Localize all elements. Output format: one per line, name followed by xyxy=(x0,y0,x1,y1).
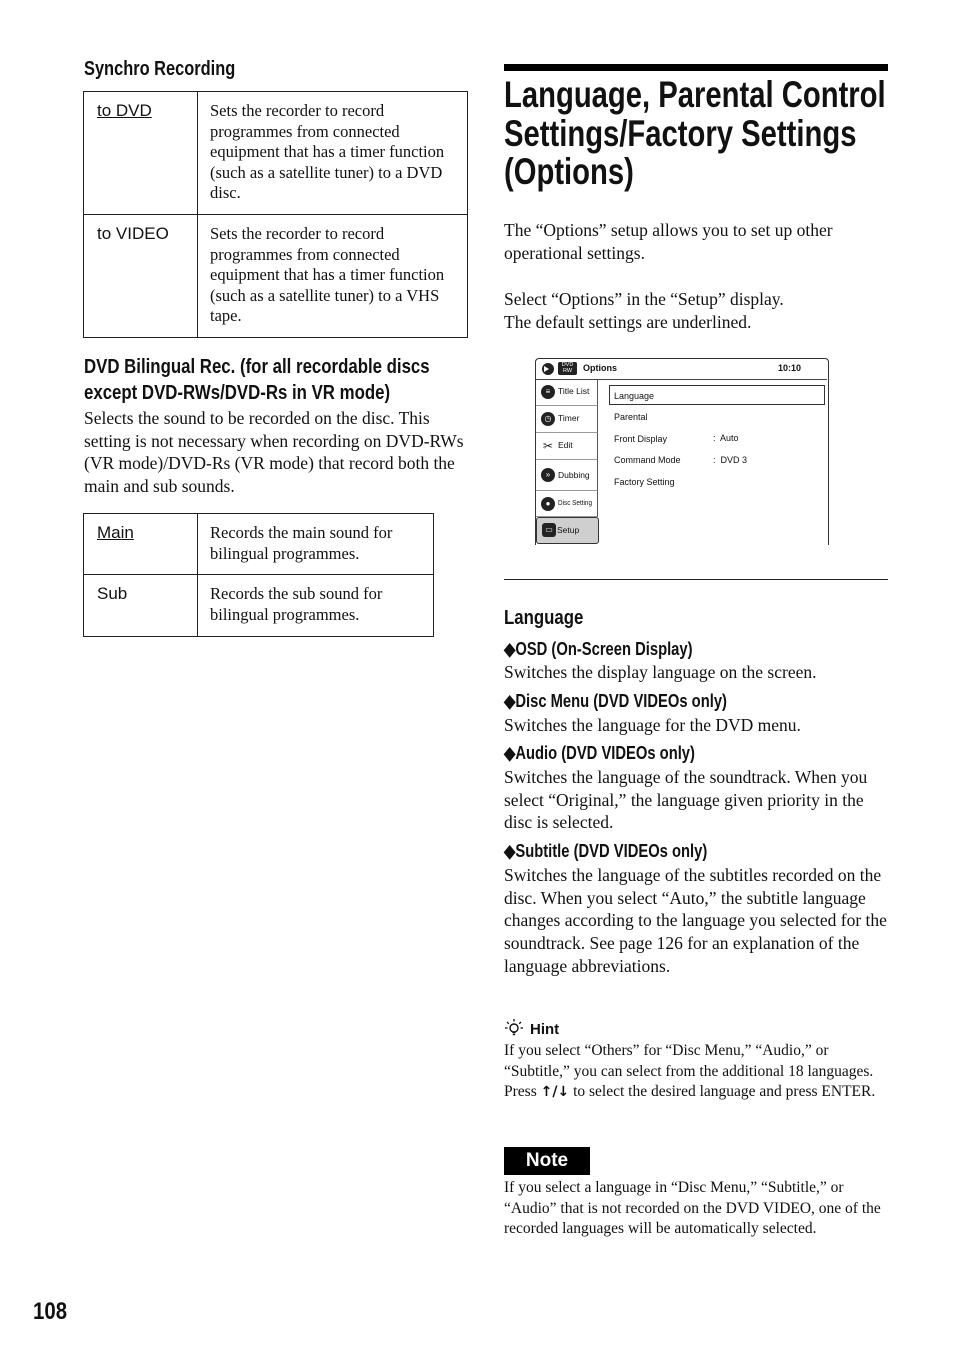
screen-sidebar xyxy=(536,379,598,544)
item-heading-osd: ◆OSD (On-Screen Display) xyxy=(504,639,693,659)
title-line1: Language, Parental Control xyxy=(504,74,886,115)
item-body-subtitle: Switches the language of the subtitles recorded on the disc. When you select “Auto,” the subtitle language changes according to the language you selected for the soundtrack. See page 126 for an explanation of the language abbreviations. xyxy=(504,865,887,976)
bilingual-heading xyxy=(84,354,430,406)
title-rule xyxy=(504,64,888,71)
hint-text xyxy=(504,1041,890,1103)
command-mode-value: : DVD 3 xyxy=(713,455,748,465)
bilingual-body: Selects the sound to be recorded on the disc. This setting is not necessary when recording on DVD-RWs (VR mode)/DVD-Rs (VR mode) that record both the main and sub sounds. xyxy=(84,408,464,497)
synchro-heading: Synchro Recording xyxy=(84,58,236,80)
lightbulb-icon xyxy=(504,1018,524,1038)
instruction-2: The default settings are underlined. xyxy=(504,312,752,332)
menu-item-factory-setting[interactable]: Factory Setting xyxy=(614,477,675,487)
screen-title: Options xyxy=(583,363,617,373)
sidebar-label: Title List xyxy=(558,386,590,396)
bilingual-table xyxy=(83,513,434,637)
bilingual-heading-line2: except DVD-RWs/DVD-Rs in VR mode) xyxy=(84,381,391,404)
title-line2: Settings/Factory Settings xyxy=(504,112,857,154)
up-down-arrows-icon: ↑/↓ xyxy=(540,1084,570,1100)
section-rule xyxy=(504,579,888,580)
sidebar-label: Edit xyxy=(558,440,573,450)
note-label: Note xyxy=(504,1147,590,1175)
item-body-audio: Switches the language of the soundtrack. When you select “Original,” the language given priority in the disc is selected. xyxy=(504,767,868,833)
hint-label: Hint xyxy=(530,1021,560,1038)
note-text: If you select a language in “Disc Menu,” “Subtitle,” or “Audio” that is not recorded on the DVD VIDEO, one of the recorded languages will be automatically selected. xyxy=(504,1179,881,1237)
desc-to-video: Sets the recorder to record programmes from connected equipment that has a timer function (such as a satellite tuner) to a VHS tape. xyxy=(198,214,468,337)
front-display-value: : Auto xyxy=(713,433,739,443)
hint-text-post: to select the desired language and press ENTER. xyxy=(569,1083,876,1100)
menu-item-front-display[interactable]: Front Display xyxy=(614,434,668,444)
desc-sub: Records the sub sound for bilingual programmes. xyxy=(198,575,434,637)
toolbox-icon: ▭ xyxy=(542,523,556,537)
dubbing-icon: » xyxy=(541,468,555,482)
instruction-1: Select “Options” in the “Setup” display. xyxy=(504,289,784,309)
menu-item-language[interactable]: Language xyxy=(614,391,655,401)
bilingual-heading-line1: DVD Bilingual Rec. (for all recordable discs xyxy=(84,355,430,378)
term-to-video: to VIDEO xyxy=(97,223,169,243)
sidebar-label: Setup xyxy=(557,525,580,535)
intro-text: The “Options” setup allows you to set up other operational settings. xyxy=(504,220,833,263)
synchro-table xyxy=(83,91,468,338)
menu-item-parental[interactable]: Parental xyxy=(614,412,648,422)
dvd-rw-badge: DVD RW xyxy=(558,362,577,375)
item-heading-audio: ◆Audio (DVD VIDEOs only) xyxy=(504,743,695,763)
item-body-osd: Switches the display language on the screen. xyxy=(504,662,817,682)
screen-clock: 10:10 xyxy=(777,363,801,373)
sidebar-label: Disc Setting xyxy=(558,498,593,507)
play-icon xyxy=(544,366,549,372)
front-display-value-text: Auto xyxy=(720,433,739,443)
table-row xyxy=(84,92,468,215)
sidebar-item-title-list[interactable] xyxy=(536,379,598,406)
hint-text-pre: If you select “Others” for “Disc Menu,” “Audio,” or “Subtitle,” you can select from the additional 18 languages. Press xyxy=(504,1042,874,1100)
item-body-disc-menu: Switches the language for the DVD menu. xyxy=(504,715,801,735)
scissors-icon: ✂ xyxy=(542,439,554,453)
clock-icon: ◷ xyxy=(541,412,555,426)
title-line3: (Options) xyxy=(504,151,634,192)
item-heading-subtitle: ◆Subtitle (DVD VIDEOs only) xyxy=(504,841,708,861)
page-number: 108 xyxy=(33,1298,68,1325)
title-list-icon: ≡ xyxy=(541,385,555,399)
options-screen xyxy=(535,358,828,545)
table-row xyxy=(84,214,468,337)
sidebar-item-disc-setting[interactable] xyxy=(536,491,598,517)
item-heading-disc-menu: ◆Disc Menu (DVD VIDEOs only) xyxy=(504,691,727,711)
desc-to-dvd: Sets the recorder to record programmes from connected equipment that has a timer function (such as a satellite tuner) to a DVD disc. xyxy=(198,92,468,215)
sidebar-item-dubbing[interactable] xyxy=(536,460,598,491)
command-mode-value-text: DVD 3 xyxy=(720,455,748,465)
table-row xyxy=(84,514,434,575)
table-row xyxy=(84,575,434,637)
sidebar-item-edit[interactable] xyxy=(536,433,598,460)
term-sub: Sub xyxy=(97,584,128,604)
desc-main: Records the main sound for bilingual programmes. xyxy=(198,514,434,575)
page-title xyxy=(504,76,886,192)
sidebar-label: Timer xyxy=(558,413,580,423)
sidebar-item-timer[interactable] xyxy=(536,406,598,433)
menu-item-command-mode[interactable]: Command Mode xyxy=(614,455,681,465)
screen-header xyxy=(536,359,827,380)
term-to-dvd: to DVD xyxy=(97,101,152,120)
disc-setting-icon: ● xyxy=(541,497,555,511)
sidebar-item-setup[interactable] xyxy=(536,517,599,544)
term-main: Main xyxy=(97,523,134,542)
sidebar-label: Dubbing xyxy=(558,470,590,480)
language-heading: Language xyxy=(504,606,584,629)
